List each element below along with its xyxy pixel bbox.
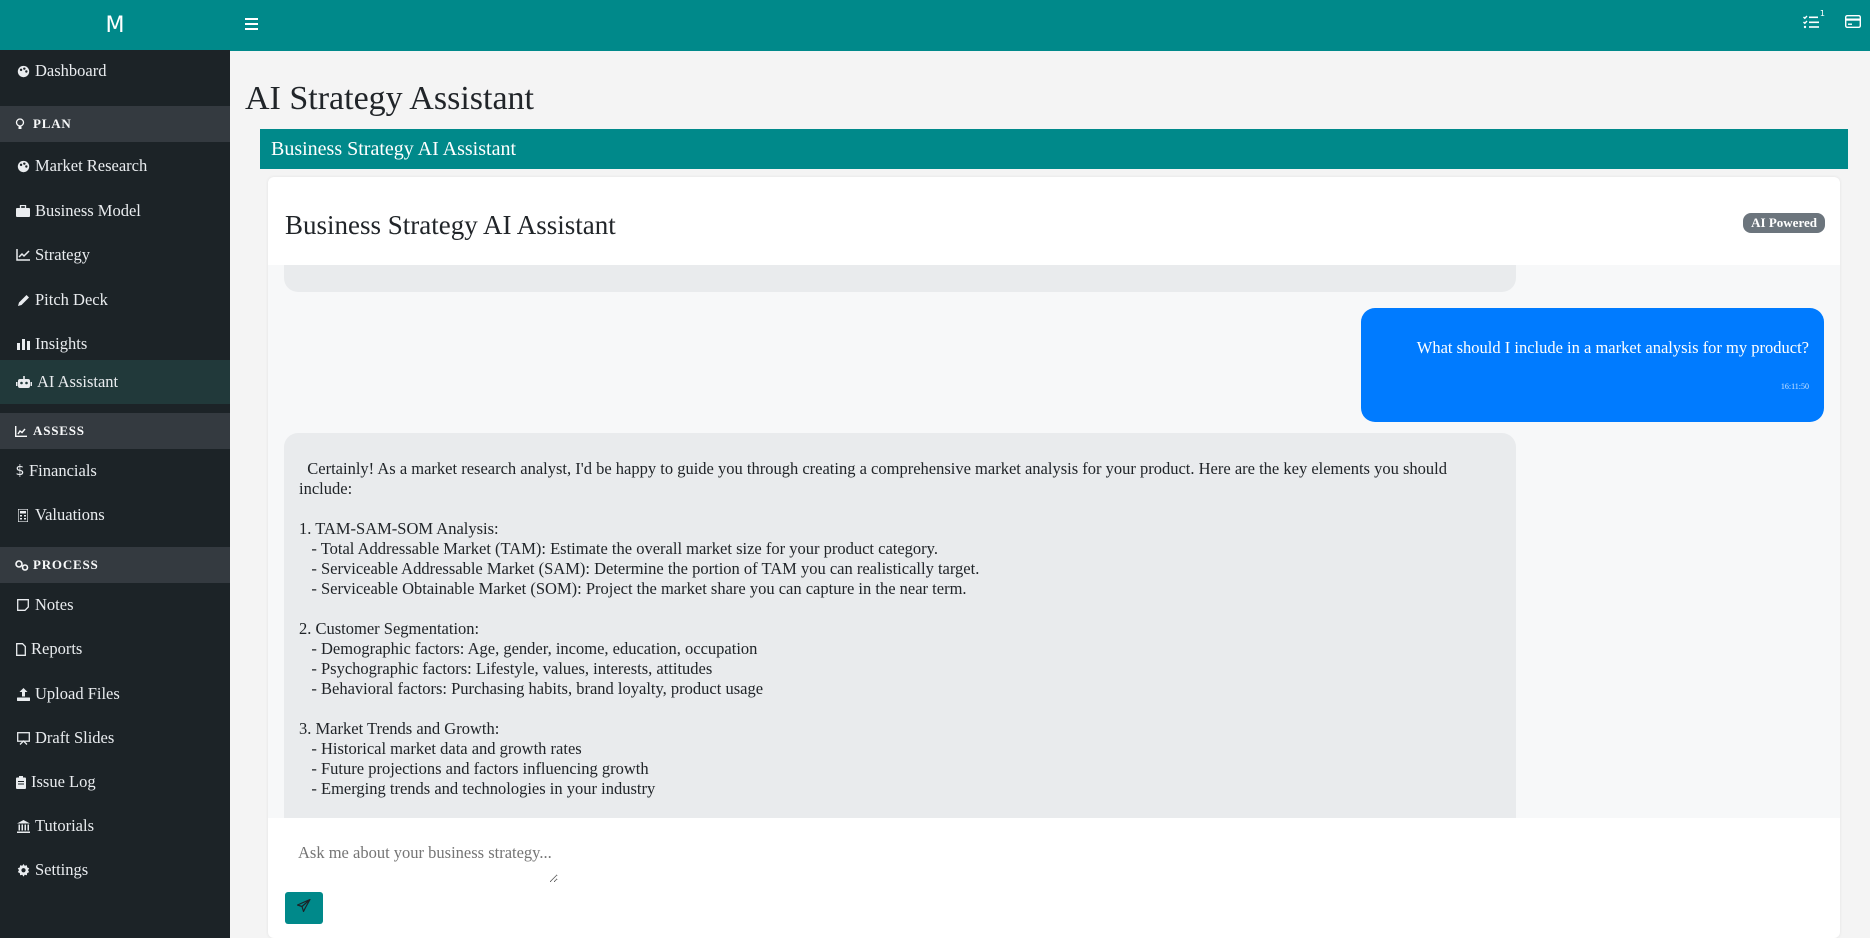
section-label: ASSESS [33,423,85,438]
assistant-message-text: Certainly! As a market research analyst, I'd be happy to guide you through creating a comprehensive market analysis for your product. Here are the key elements you should include: 1. TAM-SAM-SOM Analysis: - Total Addressable Market (TAM): Estimate the overall market size for your product category. - Serviceable Addressable Market (SAM): Determine the portion of TAM you can realistically target. - Serviceable Obtainable Market (SOM): Project the market share you can capture in the near term. 2. Customer Segmentation: - Demographic factors: Age, gender, income, education, occupation - Psychographic factors: Lifestyle, values, interests, attitudes - Behavioral factors: Purchasing habits, brand loyalty, product usage 3. Market Trends and Growth: - Historical market data and growth rates - Future projections and factors influencing growth - Emerging trends and technologies in your industry [299,459,1447,798]
bar-chart-icon [15,336,31,352]
sidebar-item-market-research[interactable] [0,146,230,186]
brand-logo[interactable] [0,0,230,50]
chat-messages[interactable] [268,265,1840,818]
chat-input[interactable] [298,843,558,883]
sidebar-item-label: Notes [35,595,74,614]
area-chart-icon [15,424,29,438]
sidebar-item-label: Dashboard [35,61,107,80]
sidebar-item-label: Financials [29,461,97,480]
assistant-message-previous [284,265,1516,292]
sidebar-item-tutorials[interactable] [0,806,230,846]
sidebar-item-financials[interactable] [0,451,230,491]
sidebar-item-strategy[interactable] [0,235,230,275]
section-label: PROCESS [33,557,99,572]
section-assess [0,413,230,449]
briefcase-icon [15,203,31,219]
sidebar-item-upload-files[interactable] [0,674,230,714]
credit-card-icon[interactable] [1845,15,1863,33]
sidebar-item-settings[interactable] [0,850,230,890]
chat-card [268,177,1840,938]
section-label: PLAN [33,116,72,131]
sidebar-item-label: Valuations [35,505,105,524]
bank-icon [15,818,31,834]
palette-icon [15,63,31,79]
sidebar [0,0,230,938]
sidebar-item-label: Insights [35,334,88,353]
sidebar-item-label: Business Model [35,201,141,220]
card-title: Business Strategy AI Assistant [285,210,616,240]
sidebar-item-label: Tutorials [35,816,94,835]
palette-icon [15,158,31,174]
user-message-text: What should I include in a market analysis for my product? [1416,338,1809,357]
lightbulb-icon [15,117,29,131]
dollar-icon: $ [15,463,25,479]
logo-text: M [105,12,125,38]
tasks-icon[interactable] [1803,9,1825,33]
sidebar-item-notes[interactable] [0,585,230,625]
tasks-badge: 1 [1819,9,1825,18]
sidebar-item-label: Issue Log [31,772,96,791]
ai-powered-badge: AI Powered [1743,213,1825,233]
sidebar-item-insights[interactable] [0,324,230,364]
assistant-message [284,433,1516,818]
panel-header: Business Strategy AI Assistant [260,129,1848,169]
line-chart-icon [15,247,31,263]
pencil-icon [15,292,31,308]
user-message [1361,308,1824,422]
section-plan [0,106,230,142]
calculator-icon [15,507,31,523]
sidebar-item-valuations[interactable] [0,495,230,535]
sidebar-item-issue-log[interactable] [0,762,230,802]
sidebar-item-label: Reports [31,639,83,658]
paper-plane-icon [297,899,311,917]
hamburger-menu-icon[interactable] [245,18,258,30]
send-button[interactable] [285,892,323,924]
gear-icon [15,862,31,878]
robot-icon [15,374,33,390]
sidebar-item-label: Market Research [35,156,148,175]
page-title: AI Strategy Assistant [245,80,534,117]
sidebar-item-label: Upload Files [35,684,120,703]
sidebar-item-label: Settings [35,860,89,879]
sidebar-item-label: Strategy [35,245,90,264]
sidebar-item-label: AI Assistant [37,372,119,391]
sidebar-item-label: Draft Slides [35,728,115,747]
sidebar-item-reports[interactable] [0,629,230,669]
clipboard-icon [15,774,27,790]
sidebar-item-draft-slides[interactable] [0,718,230,758]
section-process [0,547,230,583]
sticky-note-icon [15,597,31,613]
file-icon [15,641,27,657]
sidebar-item-business-model[interactable] [0,191,230,231]
sidebar-item-dashboard[interactable] [0,51,230,91]
sidebar-item-ai-assistant[interactable] [0,360,230,404]
cogs-icon [15,558,29,572]
slides-icon [15,730,31,746]
message-timestamp: 16:11:50 [1780,382,1809,391]
upload-icon [15,686,31,702]
sidebar-item-pitch-deck[interactable] [0,280,230,320]
sidebar-item-label: Pitch Deck [35,290,108,309]
top-navbar [230,0,1870,51]
